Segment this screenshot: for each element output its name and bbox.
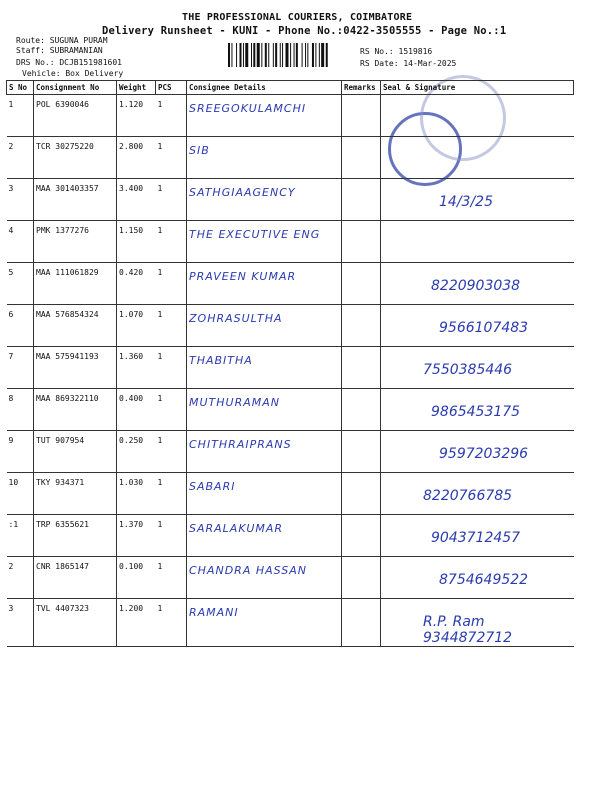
row-sno: 10 — [7, 473, 34, 515]
table-row — [7, 305, 574, 347]
table-row — [7, 599, 574, 647]
row-weight: 0.420 — [117, 263, 156, 305]
row-sno: 7 — [7, 347, 34, 389]
row-weight: 1.150 — [117, 221, 156, 263]
row-consignee — [187, 137, 342, 179]
row-signature — [381, 473, 574, 515]
row-remarks — [342, 221, 381, 263]
table-row — [7, 431, 574, 473]
row-weight: 1.030 — [117, 473, 156, 515]
row-sno: 3 — [7, 179, 34, 221]
vehicle-label: Vehicle: Box Delivery — [22, 69, 124, 78]
barcode-bar — [275, 43, 277, 67]
row-pcs: 1 — [156, 95, 187, 137]
barcode-bar — [257, 43, 260, 67]
row-pcs: 1 — [156, 263, 187, 305]
row-remarks — [342, 557, 381, 599]
row-signature — [381, 599, 574, 647]
row-remarks — [342, 179, 381, 221]
row-weight: 0.400 — [117, 389, 156, 431]
row-remarks — [342, 473, 381, 515]
staff-label: Staff: SUBRAMANIAN — [16, 46, 103, 55]
row-sno: :1 — [7, 515, 34, 557]
row-remarks — [342, 95, 381, 137]
row-sno: 6 — [7, 305, 34, 347]
route-label: Route: SUGUNA PURAM — [16, 36, 108, 45]
row-remarks — [342, 347, 381, 389]
row-signature — [381, 389, 574, 431]
barcode-bar — [307, 43, 308, 67]
barcode-bar — [326, 43, 328, 67]
row-consignment-no: TKY 934371 — [34, 473, 117, 515]
row-sno: 5 — [7, 263, 34, 305]
table-row — [7, 263, 574, 305]
row-consignee — [187, 431, 342, 473]
col-sno: S No — [7, 81, 34, 95]
row-sno: 2 — [7, 557, 34, 599]
barcode-bar — [268, 43, 269, 67]
row-weight: 0.100 — [117, 557, 156, 599]
signature-handwritten: 8220903038 — [431, 278, 521, 294]
barcode-bar — [273, 43, 274, 67]
barcode-bar — [315, 43, 316, 67]
row-signature — [381, 305, 574, 347]
barcode-bar — [236, 43, 237, 67]
row-consignment-no: MAA 111061829 — [34, 263, 117, 305]
barcode-bar — [253, 43, 255, 67]
barcode-bar — [302, 43, 303, 67]
table-row — [7, 221, 574, 263]
barcode-bar — [282, 43, 283, 67]
row-weight: 3.400 — [117, 179, 156, 221]
row-weight: 2.800 — [117, 137, 156, 179]
consignee-handwritten: CHITHRAIPRANS — [189, 438, 292, 451]
row-sno: 8 — [7, 389, 34, 431]
table-row — [7, 179, 574, 221]
row-remarks — [342, 305, 381, 347]
row-consignment-no: MAA 575941193 — [34, 347, 117, 389]
consignee-handwritten: CHANDRA HASSAN — [189, 564, 307, 577]
row-consignee — [187, 389, 342, 431]
signature-handwritten: 9043712457 — [431, 530, 521, 546]
rs-number: RS No.: 1519816 — [360, 47, 433, 56]
table-row — [7, 515, 574, 557]
row-remarks — [342, 263, 381, 305]
row-pcs: 1 — [156, 431, 187, 473]
barcode-bar — [231, 43, 232, 67]
barcode-bar — [280, 43, 281, 67]
row-sno: 9 — [7, 431, 34, 473]
row-consignment-no: POL 6390046 — [34, 95, 117, 137]
consignee-handwritten: THABITHA — [189, 354, 253, 367]
barcode-bar — [261, 43, 262, 67]
rs-date: RS Date: 14-Mar-2025 — [360, 59, 457, 68]
table-row — [7, 347, 574, 389]
signature-handwritten: R.P. Ram 9344872712 — [423, 614, 513, 646]
barcode-bar — [228, 43, 230, 67]
row-remarks — [342, 515, 381, 557]
row-pcs: 1 — [156, 557, 187, 599]
consignee-handwritten: MUTHURAMAN — [189, 396, 280, 409]
table-row — [7, 473, 574, 515]
table-header-row — [7, 81, 574, 95]
consignee-handwritten: RAMANI — [189, 606, 239, 619]
barcode-bar — [251, 43, 252, 67]
row-signature — [381, 221, 574, 263]
row-weight: 0.250 — [117, 431, 156, 473]
row-pcs: 1 — [156, 515, 187, 557]
row-signature — [381, 347, 574, 389]
row-weight: 1.070 — [117, 305, 156, 347]
row-consignee — [187, 263, 342, 305]
barcode-bar — [321, 43, 324, 67]
row-pcs: 1 — [156, 137, 187, 179]
row-consignee — [187, 515, 342, 557]
row-sno: 3 — [7, 599, 34, 647]
consignee-handwritten: SARALAKUMAR — [189, 522, 284, 535]
row-consignee — [187, 347, 342, 389]
row-consignee — [187, 179, 342, 221]
signature-handwritten: 7550385446 — [423, 362, 513, 378]
row-consignment-no: MAA 576854324 — [34, 305, 117, 347]
row-signature — [381, 557, 574, 599]
barcode-bar — [312, 43, 314, 67]
signature-handwritten: 9865453175 — [431, 404, 521, 420]
table-row — [7, 389, 574, 431]
barcode-bar — [305, 43, 306, 67]
barcode-bar — [319, 43, 320, 67]
drs-number: DRS No.: DCJB151981601 — [16, 58, 122, 67]
row-remarks — [342, 137, 381, 179]
row-pcs: 1 — [156, 473, 187, 515]
row-signature — [381, 431, 574, 473]
row-sno: 1 — [7, 95, 34, 137]
row-consignment-no: TRP 6355621 — [34, 515, 117, 557]
row-consignee — [187, 473, 342, 515]
row-pcs: 1 — [156, 179, 187, 221]
row-consignment-no: CNR 1865147 — [34, 557, 117, 599]
table-row — [7, 95, 574, 137]
row-weight: 1.360 — [117, 347, 156, 389]
consignee-handwritten: ZOHRASULTHA — [189, 312, 283, 325]
consignee-handwritten: SABARI — [189, 480, 236, 493]
row-consignment-no: MAA 301403357 — [34, 179, 117, 221]
row-remarks — [342, 389, 381, 431]
row-remarks — [342, 599, 381, 647]
consignee-handwritten: SREEGOKULAMCHI — [189, 102, 307, 115]
signature-handwritten: 8754649522 — [439, 572, 529, 588]
col-pcs: PCS — [156, 81, 187, 95]
signature-handwritten: 9566107483 — [439, 320, 529, 336]
col-consignee: Consignee Details — [187, 81, 342, 95]
row-consignee — [187, 599, 342, 647]
row-consignment-no: TVL 4407323 — [34, 599, 117, 647]
barcode-bar — [265, 43, 267, 67]
row-remarks — [342, 431, 381, 473]
consignee-handwritten: SIB — [189, 144, 210, 157]
barcode-bar — [290, 43, 291, 67]
row-consignment-no: TCR 30275220 — [34, 137, 117, 179]
barcode-bar — [296, 43, 298, 67]
row-consignment-no: PMK 1377276 — [34, 221, 117, 263]
signature-handwritten: 14/3/25 — [439, 194, 493, 210]
row-signature — [381, 137, 574, 179]
row-signature — [381, 95, 574, 137]
company-title: THE PROFESSIONAL COURIERS, COIMBATORE — [182, 12, 413, 23]
runsheet-table — [6, 80, 574, 647]
signature-handwritten: 9597203296 — [439, 446, 529, 462]
row-pcs: 1 — [156, 347, 187, 389]
col-signature: Seal & Signature — [381, 81, 574, 95]
row-consignee — [187, 557, 342, 599]
consignee-handwritten: PRAVEEN KUMAR — [189, 270, 297, 283]
row-sno: 2 — [7, 137, 34, 179]
row-consignee — [187, 221, 342, 263]
col-remarks: Remarks — [342, 81, 381, 95]
barcode-image — [228, 43, 356, 67]
consignee-handwritten: SATHGIAAGENCY — [189, 186, 296, 199]
runsheet-subtitle: Delivery Runsheet - KUNI - Phone No.:0422-3505555 - Page No.:1 — [102, 25, 507, 37]
barcode-bar — [286, 43, 289, 67]
row-pcs: 1 — [156, 221, 187, 263]
signature-handwritten: 8220766785 — [423, 488, 513, 504]
row-sno: 4 — [7, 221, 34, 263]
row-consignee — [187, 95, 342, 137]
row-pcs: 1 — [156, 389, 187, 431]
table-row — [7, 557, 574, 599]
row-pcs: 1 — [156, 599, 187, 647]
row-signature — [381, 263, 574, 305]
consignee-handwritten: THE EXECUTIVE ENG — [189, 228, 321, 241]
row-consignee — [187, 305, 342, 347]
row-signature — [381, 515, 574, 557]
row-signature — [381, 179, 574, 221]
row-consignment-no: TUT 907954 — [34, 431, 117, 473]
row-weight: 1.200 — [117, 599, 156, 647]
row-weight: 1.370 — [117, 515, 156, 557]
barcode-bar — [243, 43, 244, 67]
col-consignment: Consignment No — [34, 81, 117, 95]
row-weight: 1.120 — [117, 95, 156, 137]
row-pcs: 1 — [156, 305, 187, 347]
row-consignment-no: MAA 869322110 — [34, 389, 117, 431]
col-weight: Weight — [117, 81, 156, 95]
barcode-bar — [245, 43, 248, 67]
barcode-bar — [240, 43, 242, 67]
table-row — [7, 137, 574, 179]
barcode-bar — [294, 43, 295, 67]
